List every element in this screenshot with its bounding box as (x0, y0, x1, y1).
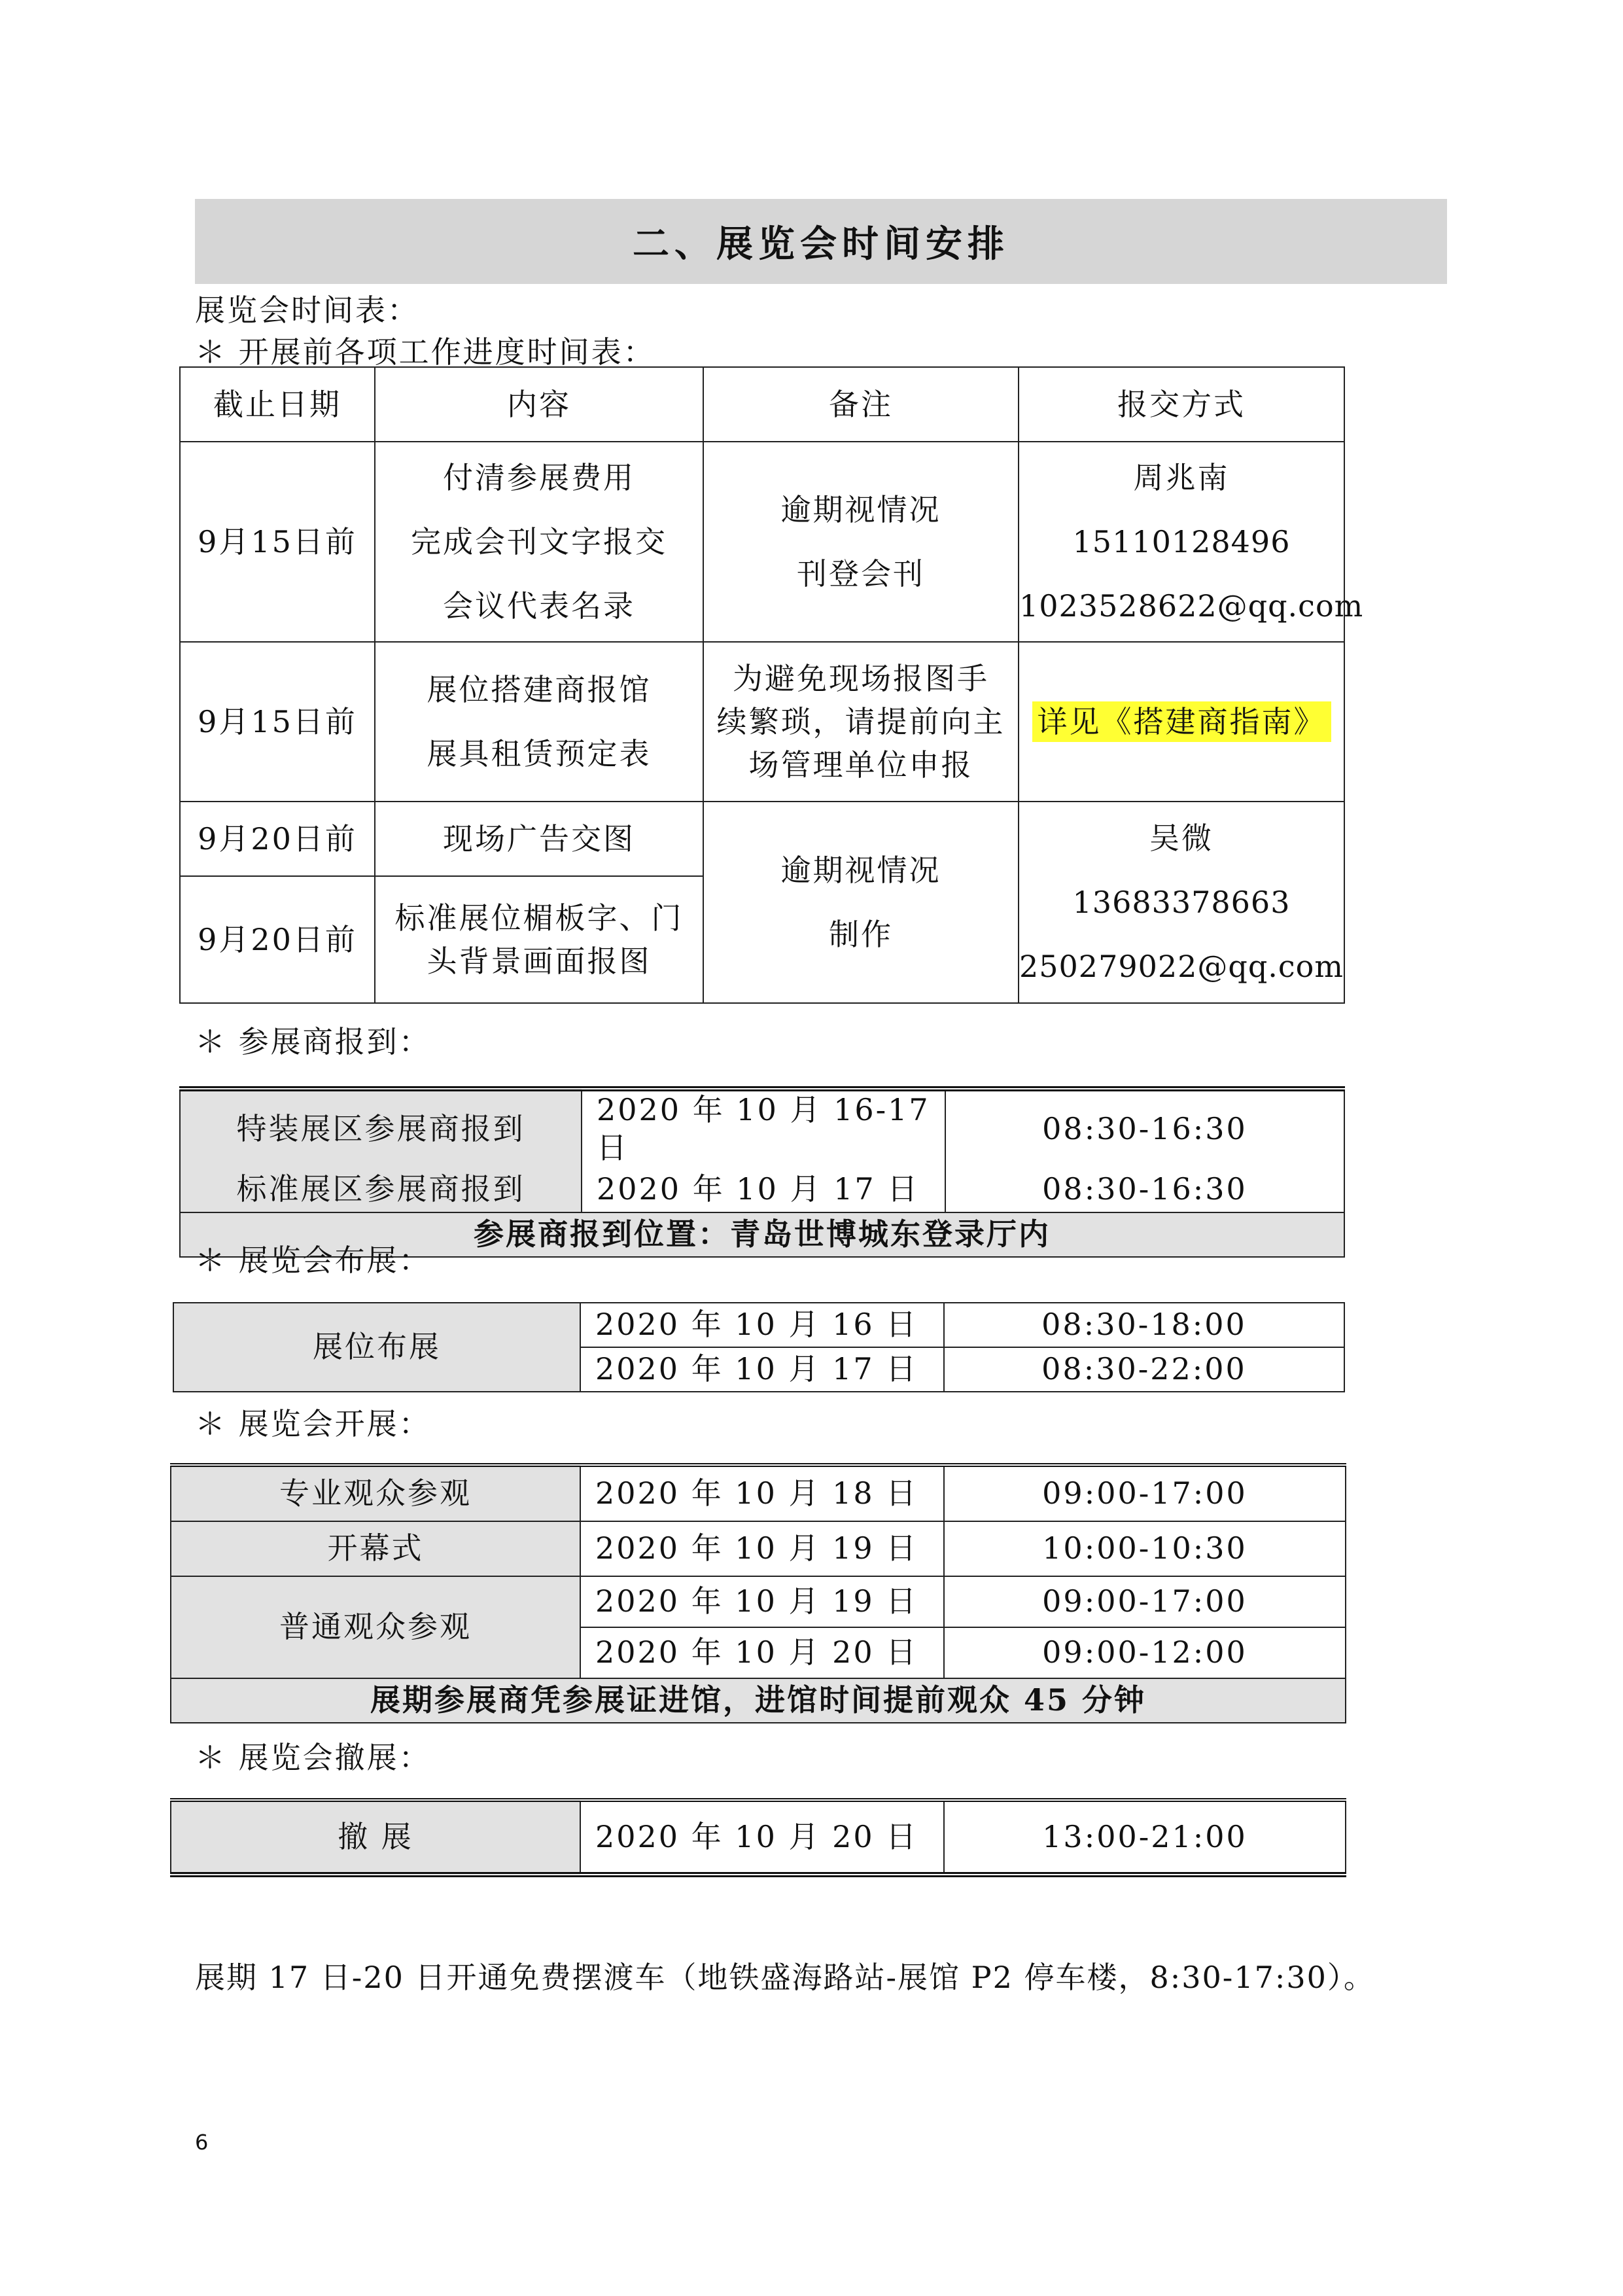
row3-notes: 逾期视情况 制作 (703, 802, 1019, 1003)
header-submit-method: 报交方式 (1019, 367, 1344, 442)
row4-content: 标准展位楣板字、门 头背景画面报图 (375, 876, 703, 1003)
checkin-location: 参展商报到位置：青岛世博城东登录厅内 (180, 1212, 1344, 1257)
public-visitor-date-1: 2020 年 10 月 19 日 (580, 1576, 944, 1627)
setup-label: 展位布展 (173, 1303, 580, 1392)
header-notes: 备注 (703, 367, 1019, 442)
setup-time-2: 08:30-22:00 (944, 1347, 1344, 1392)
checkin-standard-label: 标准展区参展商报到 (180, 1167, 582, 1212)
checkin-special-date: 2020 年 10 月 16-17 日 (582, 1089, 945, 1167)
row2-date: 9月15日前 (180, 642, 375, 802)
open-table (170, 1463, 1346, 1723)
row1-contact: 周兆南 15110128496 1023528622@qq.com (1019, 442, 1344, 642)
checkin-table (179, 1086, 1345, 1258)
public-visitor-date-2: 2020 年 10 月 20 日 (580, 1627, 944, 1678)
row1-notes: 逾期视情况 刊登会刊 (703, 442, 1019, 642)
public-visitor-time-1: 09:00-17:00 (944, 1576, 1346, 1627)
opening-ceremony-label: 开幕式 (171, 1521, 580, 1576)
row2-content: 展位搭建商报馆 展具租赁预定表 (375, 642, 703, 802)
row1-content: 付清参展费用 完成会刊文字报交 会议代表名录 (375, 442, 703, 642)
open-title: ＊ 展览会开展： (195, 1406, 431, 1441)
checkin-special-label: 特装展区参展商报到 (180, 1089, 582, 1167)
row4-date: 9月20日前 (180, 876, 375, 1003)
row2-contact (1019, 642, 1344, 802)
setup-date-2: 2020 年 10 月 17 日 (580, 1347, 944, 1392)
page-number: 6 (195, 2130, 209, 2155)
header-content: 内容 (375, 367, 703, 442)
section-title: 二、展览会时间安排 (195, 199, 1447, 284)
pre-schedule-table (179, 366, 1364, 1004)
public-visitor-label: 普通观众参观 (171, 1576, 580, 1678)
schedule-subtitle: 展览会时间表： (195, 292, 419, 328)
public-visitor-time-2: 09:00-12:00 (944, 1627, 1346, 1678)
entry-note: 展期参展商凭参展证进馆，进馆时间提前观众 45 分钟 (171, 1678, 1346, 1723)
checkin-standard-time: 08:30-16:30 (945, 1167, 1344, 1212)
opening-ceremony-time: 10:00-10:30 (944, 1521, 1346, 1576)
teardown-title: ＊ 展览会撤展： (195, 1740, 431, 1775)
pro-visitor-time: 09:00-17:00 (944, 1465, 1346, 1521)
row1-date: 9月15日前 (180, 442, 375, 642)
row3-contact: 吴微 13683378663 250279022@qq.com (1019, 802, 1344, 1003)
setup-table (173, 1302, 1345, 1392)
checkin-title: ＊ 参展商报到： (195, 1024, 431, 1059)
checkin-special-time: 08:30-16:30 (945, 1089, 1344, 1167)
teardown-time: 13:00-21:00 (944, 1800, 1346, 1875)
pro-visitor-label: 专业观众参观 (171, 1465, 580, 1521)
setup-time-1: 08:30-18:00 (944, 1303, 1344, 1347)
header-deadline: 截止日期 (180, 367, 375, 442)
opening-ceremony-date: 2020 年 10 月 19 日 (580, 1521, 944, 1576)
teardown-label: 撤 展 (171, 1800, 580, 1875)
row3-date: 9月20日前 (180, 802, 375, 876)
pro-visitor-date: 2020 年 10 月 18 日 (580, 1465, 944, 1521)
teardown-date: 2020 年 10 月 20 日 (580, 1800, 944, 1875)
row3-content: 现场广告交图 (375, 802, 703, 876)
checkin-standard-date: 2020 年 10 月 17 日 (582, 1167, 945, 1212)
pre-schedule-title: ＊ 开展前各项工作进度时间表： (195, 334, 655, 370)
setup-title: ＊ 展览会布展： (195, 1243, 431, 1278)
teardown-table (170, 1798, 1346, 1877)
builder-guide-link: 详见《搭建商指南》 (1032, 701, 1331, 742)
shuttle-note: 展期 17 日-20 日开通免费摆渡车（地铁盛海路站-展馆 P2 停车楼，8:30-17:30）。 (195, 1960, 1375, 1995)
row2-notes: 为避免现场报图手 续繁琐，请提前向主 场管理单位申报 (703, 642, 1019, 802)
setup-date-1: 2020 年 10 月 16 日 (580, 1303, 944, 1347)
